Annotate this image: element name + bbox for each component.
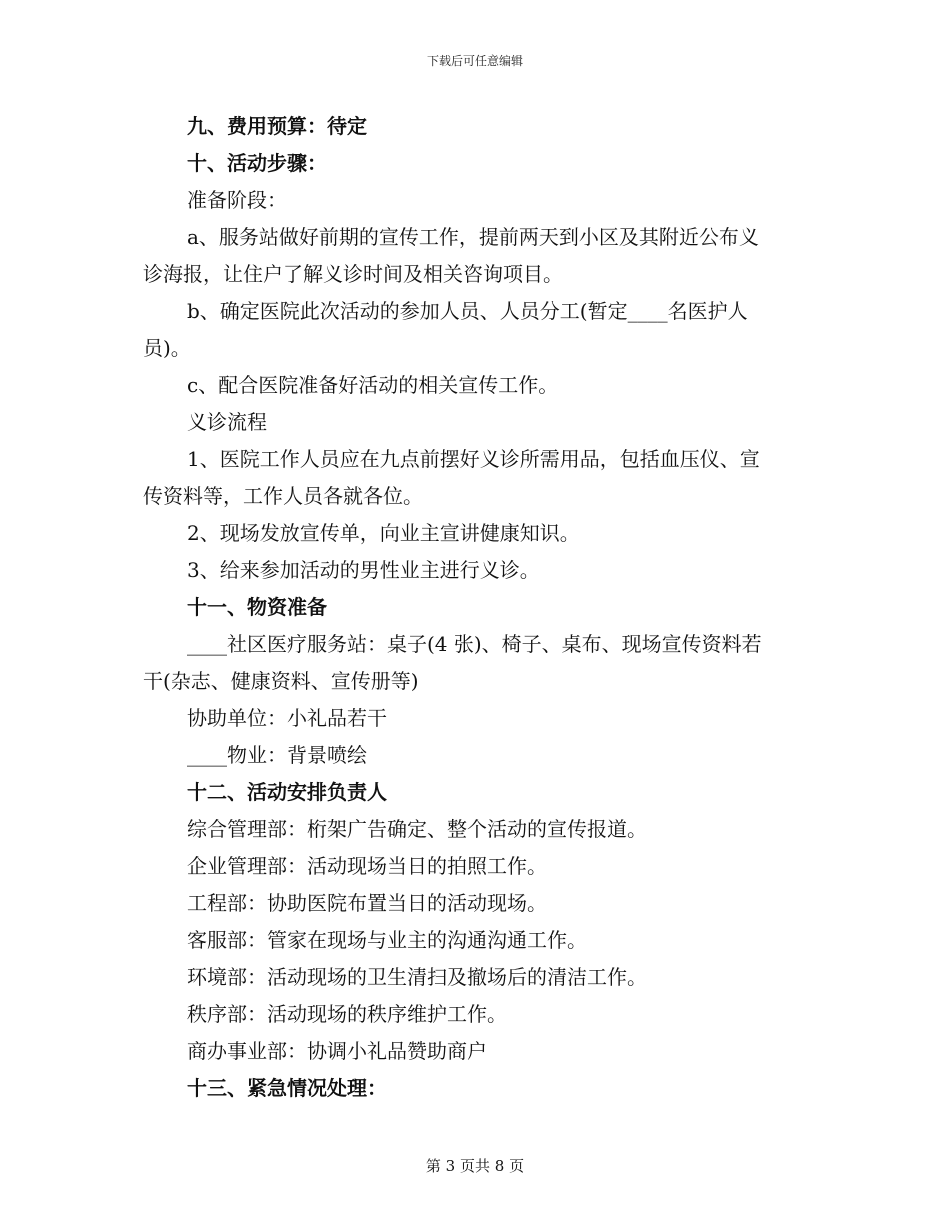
paragraph-line: c、配合医院准备好活动的相关宣传工作。 [187, 373, 559, 397]
paragraph-line: b、确定医院此次活动的参加人员、人员分工(暂定____名医护人 [187, 299, 748, 323]
paragraph-line: 员)。 [143, 336, 191, 360]
paragraph-line: 工程部：协助医院布置当日的活动现场。 [187, 891, 547, 915]
paragraph-line: 义诊流程 [187, 410, 267, 434]
paragraph-line: a、服务站做好前期的宣传工作，提前两天到小区及其附近公布义 [187, 225, 759, 249]
paragraph-line: 诊海报，让住户了解义诊时间及相关咨询项目。 [143, 262, 563, 286]
paragraph-line: 1、医院工作人员应在九点前摆好义诊所需用品，包括血压仪、宣 [187, 447, 760, 471]
paragraph-line: 企业管理部：活动现场当日的拍照工作。 [187, 854, 547, 878]
paragraph-line: 环境部：活动现场的卫生清扫及撤场后的清洁工作。 [187, 965, 647, 989]
paragraph-line: 准备阶段： [187, 188, 287, 212]
paragraph-line: ____物业：背景喷绘 [187, 743, 367, 767]
paragraph-line: 传资料等，工作人员各就各位。 [143, 484, 423, 508]
paragraph-line: 2、现场发放宣传单，向业主宣讲健康知识。 [187, 521, 580, 545]
paragraph-line: 秩序部：活动现场的秩序维护工作。 [187, 1002, 507, 1026]
paragraph-line: ____社区医疗服务站：桌子(4 张)、椅子、桌布、现场宣传资料若 [187, 632, 762, 656]
section-heading: 十、活动步骤： [187, 151, 327, 175]
page-header: 下载后可任意编辑 [426, 54, 523, 68]
paragraph-line: 综合管理部：桁架广告确定、整个活动的宣传报道。 [187, 817, 647, 841]
section-heading: 十一、物资准备 [187, 595, 327, 619]
paragraph-line: 商办事业部：协调小礼品赞助商户 [187, 1039, 487, 1063]
section-heading: 九、费用预算：待定 [187, 114, 367, 138]
page-footer: 第 3 页共 8 页 [425, 1157, 525, 1175]
section-heading: 十三、紧急情况处理： [187, 1076, 387, 1100]
document-body [143, 108, 813, 1107]
paragraph-line: 客服部：管家在现场与业主的沟通沟通工作。 [187, 928, 587, 952]
section-heading: 十二、活动安排负责人 [187, 780, 387, 804]
paragraph-line: 干(杂志、健康资料、宣传册等) [143, 669, 419, 693]
paragraph-line: 3、给来参加活动的男性业主进行义诊。 [187, 558, 540, 582]
paragraph-line: 协助单位：小礼品若干 [187, 706, 387, 730]
